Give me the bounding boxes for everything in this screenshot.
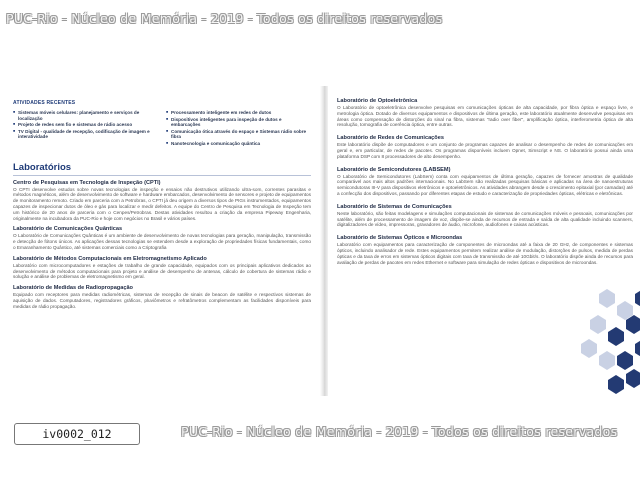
- lab-description: Neste laboratório, são feitas modelagens e simulações computacionais de sistemas de comunicações móveis e pessoais, comunicações por satélite, além de processamento de imagem de voz, dispõe-se ainda de recursos de entrada e saída de alta qualidade incluindo scanners, digitalizadores de vídeo, impressoras, gravadores de áudio, microfone, audiofones e caixas acústicas.: [337, 210, 633, 228]
- recent-list-right: [166, 110, 311, 148]
- left-column: [13, 100, 311, 315]
- scanned-page: [9, 86, 640, 396]
- recent-activities: [13, 110, 311, 148]
- watermark-bottom: PUC-Rio - Núcleo de Memória - 2019 - Todos os direitos reservados: [181, 424, 618, 439]
- image-id-label: iv0002_012: [14, 423, 140, 445]
- recent-activities-title: ATIVIDADES RECENTES: [13, 100, 76, 106]
- list-item: ■ Nanotecnologia e comunicação quântica: [166, 141, 311, 147]
- list-item: ■ Dispositivos inteligentes para inspeção de dutos e embarcações: [166, 117, 311, 128]
- lab-block-quantum: [13, 226, 311, 250]
- lab-block-comm-systems: [337, 204, 633, 228]
- lab-title: Laboratório de Optoeletrônica: [337, 98, 418, 104]
- page-fold: [320, 86, 328, 396]
- list-item: ■ Sistemas móveis celulares: planejamento e serviços de localização: [13, 110, 158, 121]
- lab-description: Equipado com receptores para medidas radiométricas, sistemas de recepção de sinais de beacon de satélite e respectivos sistemas de aquisição de dados. Computadores, registradores gráficos, pluviômetros e refratômetros complementam as facilidades disponíveis para medidas de rádio propagação.: [13, 292, 311, 309]
- section-title: Laboratórios: [13, 162, 311, 176]
- lab-block-radiopropagation: [13, 285, 311, 309]
- list-item: ■ TV Digital - qualidade de recepção, codificação de imagem e interatividade: [13, 129, 158, 140]
- lab-title: Laboratório de Sistemas Ópticos e Microondas: [337, 235, 463, 242]
- lab-block-semiconductors: [337, 167, 633, 197]
- lab-block-networks: [337, 135, 633, 159]
- lab-description: O CPTI desenvolve estudos sobre novas tecnologias de inspeção e ensaios não destrutivos utilizando ultra-som, correntes parasitas e métodos magnéticos, além de desenvolvimento de software e hardware embarcados, desenvolvimento de sensores e projeto de equipamentos de monitoramento remoto. Criado em parceria com a Petrobras, o CPTI já deu origem a diversos tipos de PIGs instrumentados, equipamentos capazes de inspecionar dutos de óleo e gás para localizar e medir defeitos. A equipe do Centro de Pesquisa em Tecnologia de Inspeção tem um histórico de 20 anos de parceria com o Cenpes/Petrobras. Destas atividades resultou a criação da empresa Pipeway Engenharia, originalmente na incubadora da PUC-Rio e hoje com negócios no Brasil e vários países.: [13, 186, 311, 221]
- lab-description: O Laboratório de Semicondutores (LabSem) conta com equipamentos de última geração, capazes de fornecer amostras de qualidade comparável aos mais altos padrões internacionais. No LabSem são realizadas pesquisas básicas e aplicadas na área de nanoestruturas semicondutoras III-V para dispositivos eletrônicos e optoeletrônicos. As atividades abrangem desde o crescimento epitaxial (por camadas) até a confecção dos dispositivos, passando por diferentes etapas de estudo e caracterização de propriedades ópticas, elétricas e eletrônicas.: [337, 173, 633, 196]
- lab-description: Laboratório com microcomputadores e estações de trabalho de grande capacidade, equipados com os principais aplicativos dedicados ao desenvolvimento de métodos computacionais para projeto e análise de desempenho de antenas, cálculo de cobertura de sistemas rádio e solução e análise de problemas de eletromagnetismo em geral.: [13, 262, 311, 280]
- lab-description: O Laboratório de optoeletrônica desenvolve pesquisas em comunicações ópticas de alta capacidade, por fibra óptica e espaço livre, e metrologia óptica. Dotado de diversos equipamentos e dispositivos de última geração, este laboratório atualmente desenvolve pesquisas em áreas como compensação de distorções do sinal na fibra, sistemas "radio over fiber", amplificação óptica, interferometria óptica de alta resolução, tomografia de coerência óptica, entre outras.: [337, 105, 633, 128]
- lab-title: Laboratório de Comunicações Quânticas: [13, 226, 123, 233]
- list-item: ■ Projeto de redes sem fio e sistemas de rádio acesso: [13, 122, 158, 128]
- lab-title: Laboratório de Redes de Comunicações: [337, 135, 444, 142]
- recent-list-left: [13, 110, 158, 148]
- hexagon-pattern: [581, 289, 640, 394]
- watermark-top: PUC-Rio - Núcleo de Memória - 2019 - Todos os direitos reservados: [6, 11, 443, 26]
- lab-block-optoelectronics: [337, 98, 633, 128]
- list-item: ■ Processamento inteligente em redes de dutos: [166, 110, 311, 116]
- lab-description: O Laboratório de Comunicações Quânticas é um ambiente de desenvolvimento de novas tecnologias para geração, manipulação, transmissão e detecção de fótons únicos. As aplicações dessas tecnologias se estendem desde a exploração de propriedades físicas fundamentais, como o Emaranhamento Quântico, até sistemas comerciais como a Criptografia: [13, 233, 311, 250]
- right-column: [337, 98, 633, 272]
- lab-block-computational: [13, 256, 311, 280]
- lab-description: Laboratório com equipamentos para caracterização de componentes de microondas até a faixa de 20 GHz, de componentes e sistemas ópticos, incluindo analisador de rede. Estes equipamentos permitem realizar análise de modulação, distorções de pulsos, medida de perdas ópticas e da taxa de erros em sistemas ópticos digitais com taxa de transmissão de até 10Gbit/s. O laboratório dispõe ainda de recursos para avaliação de perdas de pacotes em redes Ethernet e software para simulação de redes ópticas e dispositivos de microondas.: [337, 242, 633, 265]
- lab-title: Laboratório de Sistemas de Comunicações: [337, 203, 452, 210]
- hexagon-decoration: [569, 286, 640, 396]
- lab-title: Centro de Pesquisas em Tecnologia de Inspeção (CPTI): [13, 179, 161, 186]
- lab-title: Laboratório de Semicondutores (LABSEM): [337, 166, 451, 173]
- lab-block-cpti: [13, 180, 311, 222]
- lab-title: Laboratório de Medidas de Radiopropagação: [13, 285, 133, 292]
- lab-description: Este laboratório dispõe de computadores e um conjunto de programas capazes de analisar o desempenho de redes de comunicações em geral e, em particular, de redes de pacotes. Os programas disponíveis incluem Opnet, Simscript e NS. O laboratório possui ainda uma plataforma DSP com 8 processadores de alto desempenho.: [337, 142, 633, 159]
- list-item: ■ Comunicação ótica através do espaço e Sistemas rádio sobre fibra: [166, 129, 311, 140]
- lab-block-optical-microwave: [337, 235, 633, 265]
- lab-title: Laboratório de Métodos Computacionais em Eletromagnetismo Aplicado: [13, 255, 207, 262]
